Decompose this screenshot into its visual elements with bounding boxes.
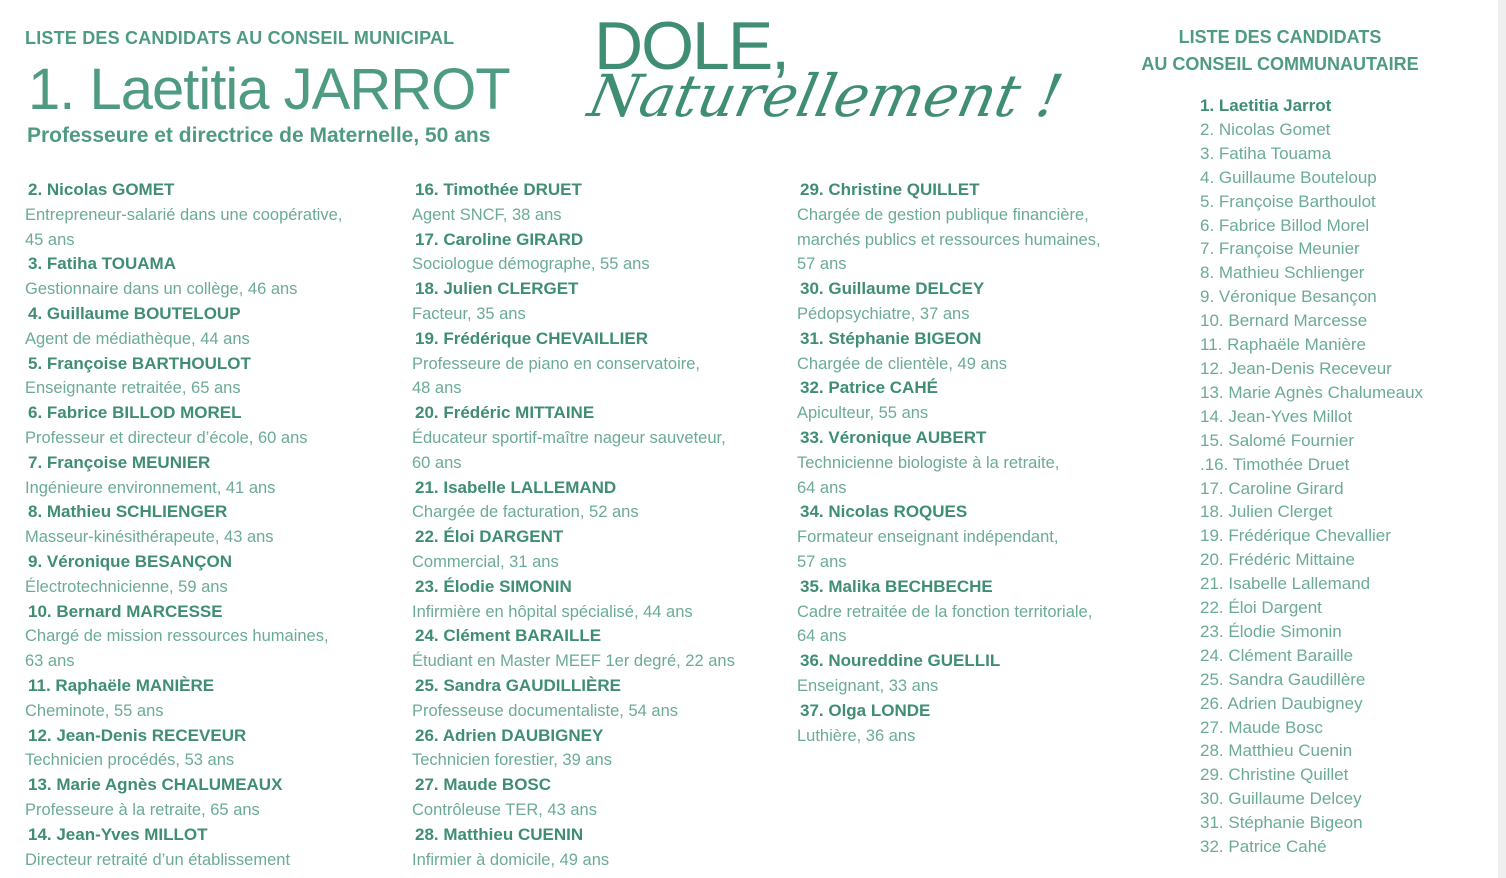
candidate-role: Masseur-kinésithérapeute, 43 ans xyxy=(25,528,274,547)
candidate-entry xyxy=(797,327,1101,377)
candidate-name: 20. Frédéric MITTAINE xyxy=(415,403,595,423)
candidate-name: 26. Adrien DAUBIGNEY xyxy=(415,725,604,745)
candidate-name: 35. Malika BECHBECHE xyxy=(800,576,993,596)
communautaire-list-item: 2. Nicolas Gomet xyxy=(1200,119,1331,139)
communautaire-list-item: 21. Isabelle Lallemand xyxy=(1200,574,1371,594)
candidate-name: 12. Jean-Denis RECEVEUR xyxy=(28,725,247,745)
candidate-role: Professeur et directeur d’école, 60 ans xyxy=(25,428,308,447)
candidate-entry xyxy=(412,773,735,823)
candidate-role: Contrôleuse TER, 43 ans xyxy=(412,800,597,819)
candidate-name: 24. Clément BARAILLE xyxy=(415,626,602,646)
candidate-entry xyxy=(25,674,342,724)
communautaire-header-line1: LISTE DES CANDIDATS xyxy=(1178,27,1382,47)
candidate-name: 34. Nicolas ROQUES xyxy=(800,502,968,522)
candidate-name: 31. Stéphanie BIGEON xyxy=(800,328,982,348)
communautaire-list-item: 9. Véronique Besançon xyxy=(1200,287,1377,307)
municipal-column-2 xyxy=(412,178,735,872)
candidate-entry xyxy=(25,600,342,674)
communautaire-list-header xyxy=(1100,24,1460,78)
candidate-entry xyxy=(797,426,1101,500)
candidate-name: 6. Fabrice BILLOD MOREL xyxy=(28,403,242,423)
communautaire-list-item: 4. Guillaume Bouteloup xyxy=(1200,167,1377,187)
candidate-entry xyxy=(412,277,735,327)
communautaire-list-item: 17. Caroline Girard xyxy=(1200,478,1344,498)
candidate-role: 60 ans xyxy=(412,453,462,472)
candidate-name: 37. Olga LONDE xyxy=(800,700,931,720)
communautaire-list-item: 10. Bernard Marcesse xyxy=(1200,311,1368,331)
candidate-role: Ingénieure environnement, 41 ans xyxy=(25,478,276,497)
candidate-name: 2. Nicolas GOMET xyxy=(28,180,175,199)
candidate-name: 21. Isabelle LALLEMAND xyxy=(415,477,617,497)
candidate-entry xyxy=(412,178,735,228)
candidate-role: 64 ans xyxy=(797,478,847,497)
candidate-role: Chargée de facturation, 52 ans xyxy=(412,503,639,522)
candidate-role: Cadre retraitée de la fonction territoriale, xyxy=(797,602,1093,621)
candidate-entry xyxy=(25,550,342,600)
candidate-role: marchés publics et ressources humaines, xyxy=(797,230,1101,249)
candidate-entry xyxy=(797,178,1101,277)
candidate-entry xyxy=(412,327,735,401)
candidate-role: 64 ans xyxy=(797,627,847,646)
communautaire-list-item: 30. Guillaume Delcey xyxy=(1200,789,1362,809)
candidate-name: 28. Matthieu CUENIN xyxy=(415,824,584,844)
candidate-entry xyxy=(797,376,1101,426)
candidate-name: 4. Guillaume BOUTELOUP xyxy=(28,303,241,323)
candidate-entry xyxy=(412,823,735,873)
candidate-name: 19. Frédérique CHEVAILLIER xyxy=(415,328,649,348)
candidate-entry xyxy=(25,451,342,501)
candidate-role: Enseignante retraitée, 65 ans xyxy=(25,379,241,398)
communautaire-list-item: 7. Françoise Meunier xyxy=(1200,239,1360,259)
candidate-name: 10. Bernard MARCESSE xyxy=(28,601,223,621)
communautaire-list-item: 15. Salomé Fournier xyxy=(1200,430,1355,450)
communautaire-header-line2: AU CONSEIL COMMUNAUTAIRE xyxy=(1141,54,1419,74)
candidate-role: Agent SNCF, 38 ans xyxy=(412,205,562,224)
candidate-role: Commercial, 31 ans xyxy=(412,552,559,571)
candidate-entry xyxy=(25,773,342,823)
candidate-role: Éducateur sportif-maître nageur sauveteur, xyxy=(412,428,726,447)
candidate-name: 5. Françoise BARTHOULOT xyxy=(28,353,251,373)
communautaire-list-item: 27. Maude Bosc xyxy=(1200,717,1323,737)
candidate-entry xyxy=(412,624,735,674)
candidate-name: 22. Éloi DARGENT xyxy=(415,527,564,547)
candidate-role: 48 ans xyxy=(412,379,462,398)
candidate-name: 7. Françoise MEUNIER xyxy=(28,452,211,472)
candidate-role: Facteur, 35 ans xyxy=(412,304,526,323)
candidate-name: 27. Maude BOSC xyxy=(415,775,552,795)
candidate-entry xyxy=(797,649,1101,699)
candidate-entry xyxy=(25,500,342,550)
candidate-role: 45 ans xyxy=(25,230,75,249)
communautaire-list-item: 32. Patrice Cahé xyxy=(1200,837,1327,857)
candidate-entry xyxy=(797,699,1101,749)
communautaire-list-item: 1. Laetitia Jarrot xyxy=(1200,96,1332,115)
communautaire-list-item: 3. Fatiha Touama xyxy=(1200,143,1332,163)
head-candidate-role: Professeure et directrice de Maternelle, 50 ans xyxy=(27,124,491,147)
candidate-name: 16. Timothée DRUET xyxy=(415,180,582,199)
candidate-role: Technicien forestier, 39 ans xyxy=(412,751,612,770)
candidate-role: Technicienne biologiste à la retraite, xyxy=(797,453,1060,472)
candidate-role: Cheminote, 55 ans xyxy=(25,701,164,720)
candidate-role: Chargé de mission ressources humaines, xyxy=(25,627,329,646)
municipal-column-1 xyxy=(25,178,342,872)
candidate-role: 63 ans xyxy=(25,652,75,671)
communautaire-list-item: 22. Éloi Dargent xyxy=(1200,598,1322,618)
candidate-role: Professeure à la retraite, 65 ans xyxy=(25,800,260,819)
communautaire-list-item: 12. Jean-Denis Receveur xyxy=(1200,358,1392,378)
slogan-naturellement: Naturellement ! xyxy=(582,62,1069,130)
candidate-role: Pédopsychiatre, 37 ans xyxy=(797,304,970,323)
candidate-role: Infirmier à domicile, 49 ans xyxy=(412,850,610,869)
communautaire-list-item: 24. Clément Baraille xyxy=(1200,645,1354,665)
communautaire-list-item: 5. Françoise Barthoulot xyxy=(1200,191,1376,211)
candidate-entry xyxy=(25,302,342,352)
candidate-role: Enseignant, 33 ans xyxy=(797,676,939,695)
candidate-role: Technicien procédés, 53 ans xyxy=(25,751,235,770)
candidate-role: Infirmière en hôpital spécialisé, 44 ans xyxy=(412,602,693,621)
candidate-name: 11. Raphaële MANIÈRE xyxy=(28,675,215,695)
candidate-role: Chargée de gestion publique financière, xyxy=(797,205,1089,224)
communautaire-list-item: 25. Sandra Gaudillère xyxy=(1200,669,1366,689)
communautaire-list-item: 18. Julien Clerget xyxy=(1200,502,1333,522)
candidate-entry xyxy=(25,401,342,451)
candidate-entry xyxy=(412,401,735,475)
candidate-entry xyxy=(412,525,735,575)
communautaire-list-item: 13. Marie Agnès Chalumeaux xyxy=(1200,382,1424,402)
candidate-name: 3. Fatiha TOUAMA xyxy=(28,254,176,274)
candidate-entry xyxy=(25,823,342,873)
communautaire-list xyxy=(1200,94,1423,859)
candidate-entry xyxy=(25,252,342,302)
candidate-name: 14. Jean-Yves MILLOT xyxy=(28,824,208,844)
candidate-role: Luthière, 36 ans xyxy=(797,726,916,745)
candidate-entry xyxy=(25,352,342,402)
candidate-role: Formateur enseignant indépendant, xyxy=(797,528,1059,547)
candidate-name: 8. Mathieu SCHLIENGER xyxy=(28,502,228,522)
candidate-entry xyxy=(25,178,342,252)
communautaire-list-item: 6. Fabrice Billod Morel xyxy=(1200,215,1370,235)
candidate-entry xyxy=(797,575,1101,649)
candidate-name: 29. Christine QUILLET xyxy=(800,180,980,199)
communautaire-list-item: 11. Raphaële Manière xyxy=(1200,335,1367,355)
communautaire-list-item: 8. Mathieu Schlienger xyxy=(1200,263,1365,283)
slogan-dole: DOLE, xyxy=(594,8,789,84)
candidate-entry xyxy=(797,500,1101,574)
communautaire-list-item: 19. Frédérique Chevallier xyxy=(1200,526,1391,546)
candidate-role: Sociologue démographe, 55 ans xyxy=(412,255,650,274)
candidate-name: 33. Véronique AUBERT xyxy=(800,427,987,447)
candidate-entry xyxy=(797,277,1101,327)
candidate-name: 36. Noureddine GUELLIL xyxy=(800,651,1001,671)
candidate-name: 13. Marie Agnès CHALUMEAUX xyxy=(28,775,283,795)
candidate-role: Entrepreneur-salarié dans une coopérative, xyxy=(25,205,343,224)
candidate-entry xyxy=(412,476,735,526)
candidate-role: Étudiant en Master MEEF 1er degré, 22 ans xyxy=(412,652,735,671)
candidate-role: Gestionnaire dans un collège, 46 ans xyxy=(25,280,298,299)
municipal-column-3 xyxy=(797,178,1101,748)
candidate-role: Professeure de piano en conservatoire, xyxy=(412,354,701,373)
candidate-role: 57 ans xyxy=(797,552,847,571)
head-candidate-name: 1. Laetitia JARROT xyxy=(28,57,510,122)
candidate-name: 18. Julien CLERGET xyxy=(415,279,579,299)
candidate-entry xyxy=(25,724,342,774)
candidate-name: 25. Sandra GAUDILLIÈRE xyxy=(415,675,621,695)
communautaire-list-item: .16. Timothée Druet xyxy=(1200,454,1350,474)
candidate-entry xyxy=(412,724,735,774)
municipal-list-header: LISTE DES CANDIDATS AU CONSEIL MUNICIPAL xyxy=(25,28,455,48)
communautaire-list-item: 20. Frédéric Mittaine xyxy=(1200,550,1355,570)
candidate-role: Agent de médiathèque, 44 ans xyxy=(25,329,250,348)
candidate-role: Directeur retraité d’un établissement xyxy=(25,850,291,869)
communautaire-list-item: 26. Adrien Daubigney xyxy=(1200,693,1363,713)
candidate-role: Apiculteur, 55 ans xyxy=(797,404,929,423)
candidate-name: 30. Guillaume DELCEY xyxy=(800,279,985,299)
candidate-entry xyxy=(412,575,735,625)
page-edge xyxy=(1498,0,1506,878)
candidate-name: 32. Patrice CAHÉ xyxy=(800,378,938,398)
communautaire-list-item: 23. Élodie Simonin xyxy=(1200,621,1342,641)
candidate-role: Électrotechnicienne, 59 ans xyxy=(25,577,228,596)
communautaire-list-item: 29. Christine Quillet xyxy=(1200,765,1349,785)
communautaire-list-item: 14. Jean-Yves Millot xyxy=(1200,406,1353,426)
candidate-entry xyxy=(412,674,735,724)
communautaire-list-item: 28. Matthieu Cuenin xyxy=(1200,741,1353,761)
candidate-role: Chargée de clientèle, 49 ans xyxy=(797,354,1008,373)
candidate-name: 9. Véronique BESANÇON xyxy=(28,551,233,571)
communautaire-list-item: 31. Stéphanie Bigeon xyxy=(1200,813,1363,833)
candidate-role: 57 ans xyxy=(797,255,847,274)
candidate-name: 17. Caroline GIRARD xyxy=(415,229,584,249)
candidate-role: Professeuse documentaliste, 54 ans xyxy=(412,701,678,720)
candidate-name: 23. Élodie SIMONIN xyxy=(415,576,572,596)
candidate-entry xyxy=(412,228,735,278)
